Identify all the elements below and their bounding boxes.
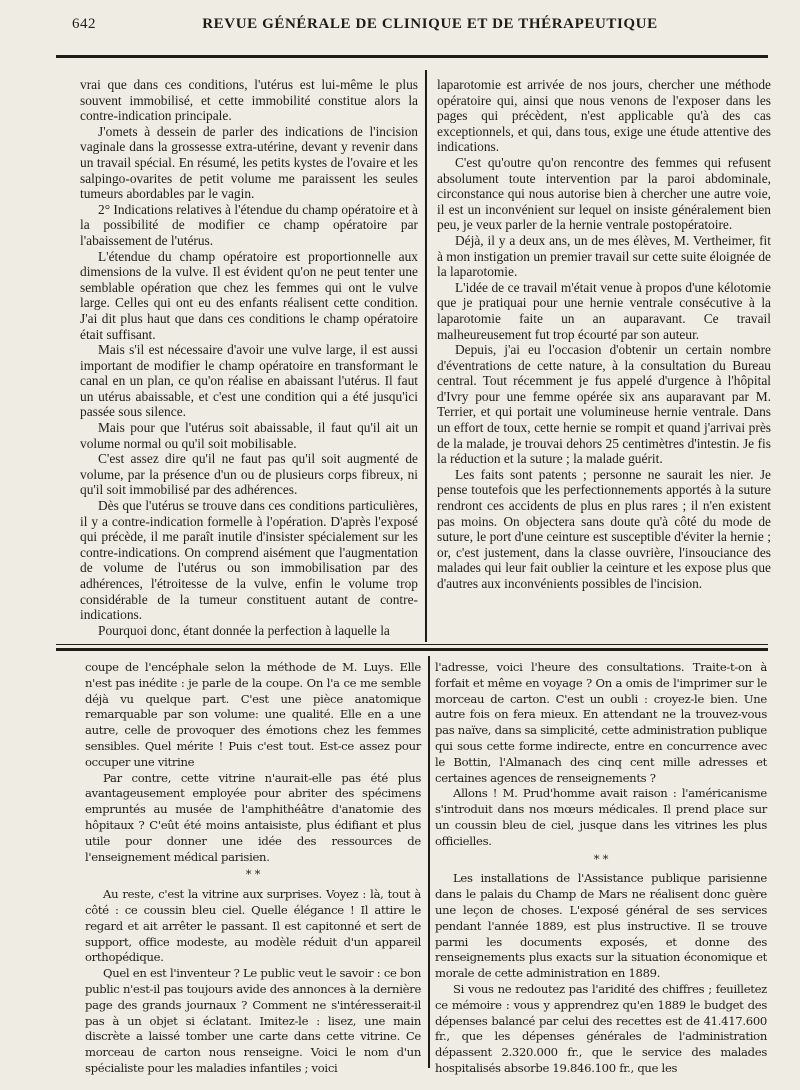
upper-right-column [437,77,771,592]
paragraph: coupe de l'encéphale selon la méthode de M. Luys. Elle n'est pas inédite : je parle de la coupe. On l'a ce me semble déjà vu quelque part. C'est une pièce anatomique remarquable par son volume: une qualité. Elle en a une autre, celle de provoquer des émotions chez les femmes sensibles. Quel mérite ! Puis c'est tout. Est-ce assez pour occuper une vitrine [85,660,421,769]
lower-column-divider [428,656,430,1068]
paragraph: Mais s'il est nécessaire d'avoir une vulve large, il est aussi important de modifier le champ opératoire en transformant le canal en un plan, ce qu'on réalise en abaissant l'utérus. Il faut un utérus abaissable, et c'est une condition qui a été jusqu'ici passée sous silence. [80,342,418,420]
paragraph: Allons ! M. Prud'homme avait raison : l'américanisme s'introduit dans nos mœurs médicales. Il prend place sur un coussin bleu de ciel, jusque dans les vitrines les plus officielles. [435,786,767,848]
paragraph: Dès que l'utérus se trouve dans ces conditions particulières, il y a contre-indication formelle à l'opération. D'après l'exposé qui précède, il me paraît inutile d'insister spécialement sur les contre-indications. On comprend aisément que l'augmentation de volume de l'utérus ou son immobilisation par des adhérences, l'étroitesse de la vulve, enfin le volume trop considérable de la tumeur constituent autant de contre-indications. [80,498,418,623]
header-rule [56,55,768,58]
page-number: 642 [72,16,96,32]
paragraph: Les faits sont patents ; personne ne saurait les nier. Je pense toutefois que les perfectionnements apportés à la suture rendront ces accidents de plus en plus rares ; il n'en existent pas moins. On objectera sans doute qu'à côté du mode de suture, le port d'une ceinture est susceptible d'éviter la hernie ; or, c'est justement, dans la classe ouvrière, l'insouciance des malades qui leur fait oublier la ceinture et les expose plus que d'autres aux inconvénients possibles de l'incision. [437,466,771,591]
paragraph: C'est qu'outre qu'on rencontre des femmes qui refusent absolument toute intervention par la paroi abdominale, circonstance qui nous autorise bien à chercher une autre voie, il est un inconvénient sur lequel on insiste généralement bien peu, je veux parler de la hernie ventrale postopératoire. [437,154,771,233]
lower-left-column [85,660,421,1077]
upper-column-divider [425,70,427,642]
paragraph: Les installations de l'Assistance publique parisienne dans le palais du Champ de Mars ne réalisent donc guère une leçon de choses. L'exposé général de ses services pendant l'année 1889, est plus instructive. Il se trouve parmi les documents exposés, et donne des renseignements plus exacts sur la situation économique et morale de cette administration en 1889. [435,871,767,981]
lower-right-column [435,660,767,1077]
paragraph: L'étendue du champ opératoire est proportionnelle aux dimensions de la vulve. Il est évident qu'on ne peut tenter une semblable opération que chez les femmes qui ont le vulve large. Celles qui ont eu des enfants réalisent cette condition. J'ai dit plus haut que dans ces conditions le champ opératoire était suffisant. [80,248,418,342]
paragraph: Quel en est l'inventeur ? Le public veut le savoir : ce bon public n'est-il pas toujours avide des annonces à la dernière page des grands journaux ? Comment ne s'intéresserait-il pas à un objet si éclatant. Imitez-le : lisez, une main discrète a laissé tomber une carte dans cette vitrine. Ce morceau de carton nous renseigne. Voici le nom d'un spécialiste pour les maladies infantiles ; voici [85,966,421,1075]
paragraph: Pourquoi donc, étant donnée la perfection à laquelle la [98,622,390,638]
paragraph: Depuis, j'ai eu l'occasion d'obtenir un certain nombre d'éventrations de cette nature, à la consultation du Bureau central. Tout récemment je fus appelé d'urgence à l'hôpital d'Ivry pour une femme opérée six ans auparavant par M. Terrier, et qui portait une volumineuse hernie ventrale. Dans un effort de toux, cette hernie se rompit et quand j'arrivai près de la malade, je trouvai dehors 25 centimètres d'intestin. Je fis la réduction et la suture ; la malade guérit. [437,342,771,467]
section-break-stars: * * [593,851,609,866]
paragraph: 2° Indications relatives à l'étendue du champ opératoire et à la possibilité de modifier ce champ opératoire par l'abaissement de l'utérus. [80,201,418,248]
paragraph: Au reste, c'est la vitrine aux surprises. Voyez : là, tout à côté : ce coussin bleu ciel. Quelle élégance ! Il attire le regard et ait arrêter le passant. Il est capitonné et sert de support, office modeste, au modèle réduit d'un appareil orthopédique. [85,887,421,965]
paragraph: l'adresse, voici l'heure des consultations. Traite-t-on à forfait et même en voyage ? On a omis de l'imprimer sur le morceau de carton. C'est un oubli : croyez-le bien. Une autre fois on fera mieux. En attendant ne la trouvez-vous pas naïve, dans sa simplicité, cette administration publique qui sous cette forme indirecte, entre en concurrence avec le Bottin, l'Almanach des cinq cent mille adresses et certaines agences de renseignements ? [435,660,767,785]
page-header [0,0,800,44]
paragraph: laparotomie est arrivée de nos jours, chercher une méthode opératoire qui, ainsi que nous venons de l'exposer dans les pages qui précèdent, n'est applicable qu'à des cas exceptionnels, et qui, dans tous, exige une étude attentive des indications. [437,77,771,155]
paragraph: Par contre, cette vitrine n'aurait-elle pas été plus avantageusement employée pour abriter des spécimens empruntés au musée de l'amphithéâtre d'anatomie des hôpitaux ? C'eût été moins antaisiste, plus édifiant et plus utile pour donner une idée des ressources de l'enseignement médical parisien. [85,770,421,864]
paragraph: Si vous ne redoutez pas l'aridité des chiffres ; feuilletez ce mémoire : vous y apprendrez qu'en 1889 le budget des dépenses balancé par celui des recettes est de 41.417.600 fr., que les dépenses générales de l'administration dépassent 2.320.000 fr., que le service des malades hospitalisés absorbe 19.846.100 fr., que les [435,981,767,1075]
section-rule-double [56,648,768,651]
section-break-stars: * * [245,867,261,882]
paragraph: L'idée de ce travail m'était venue à propos d'une kélotomie que je pratiquai pour une hernie ventrale consécutive à la laparotomie faite un an auparavant. Ce travail malheureusement fut trop écourté par son auteur. [437,279,771,342]
upper-left-column [80,77,418,638]
paragraph: Déjà, il y a deux ans, un de mes élèves, M. Vertheimer, fit à mon instigation un premier travail sur cette suite éloignée de la laparotomie. [437,232,771,280]
paragraph: vrai que dans ces conditions, l'utérus est lui-même le plus souvent immobilisé, et cette immobilité constitue alors la contre-indication principale. [80,77,418,124]
paragraph: Mais pour que l'utérus soit abaissable, il faut qu'il ait un volume normal ou qu'il soit mobilisable. [80,420,418,451]
running-title: REVUE GÉNÉRALE DE CLINIQUE ET DE THÉRAPEUTIQUE [202,16,658,32]
paragraph: C'est assez dire qu'il ne faut pas qu'il soit augmenté de volume, par la présence d'un ou de plusieurs corps fibreux, ni qu'il soit immobilisé par des adhérences. [80,451,418,498]
section-rule [56,644,768,645]
paragraph: J'omets à dessein de parler des indications de l'incision vaginale dans la grossesse extra-utérine, devant y revenir dans un travail spécial. En résumé, les petits kystes de l'ovaire et les salpingo-ovarites de petit volume me paraissent les seules tumeurs abordables par le vagin. [80,123,418,202]
